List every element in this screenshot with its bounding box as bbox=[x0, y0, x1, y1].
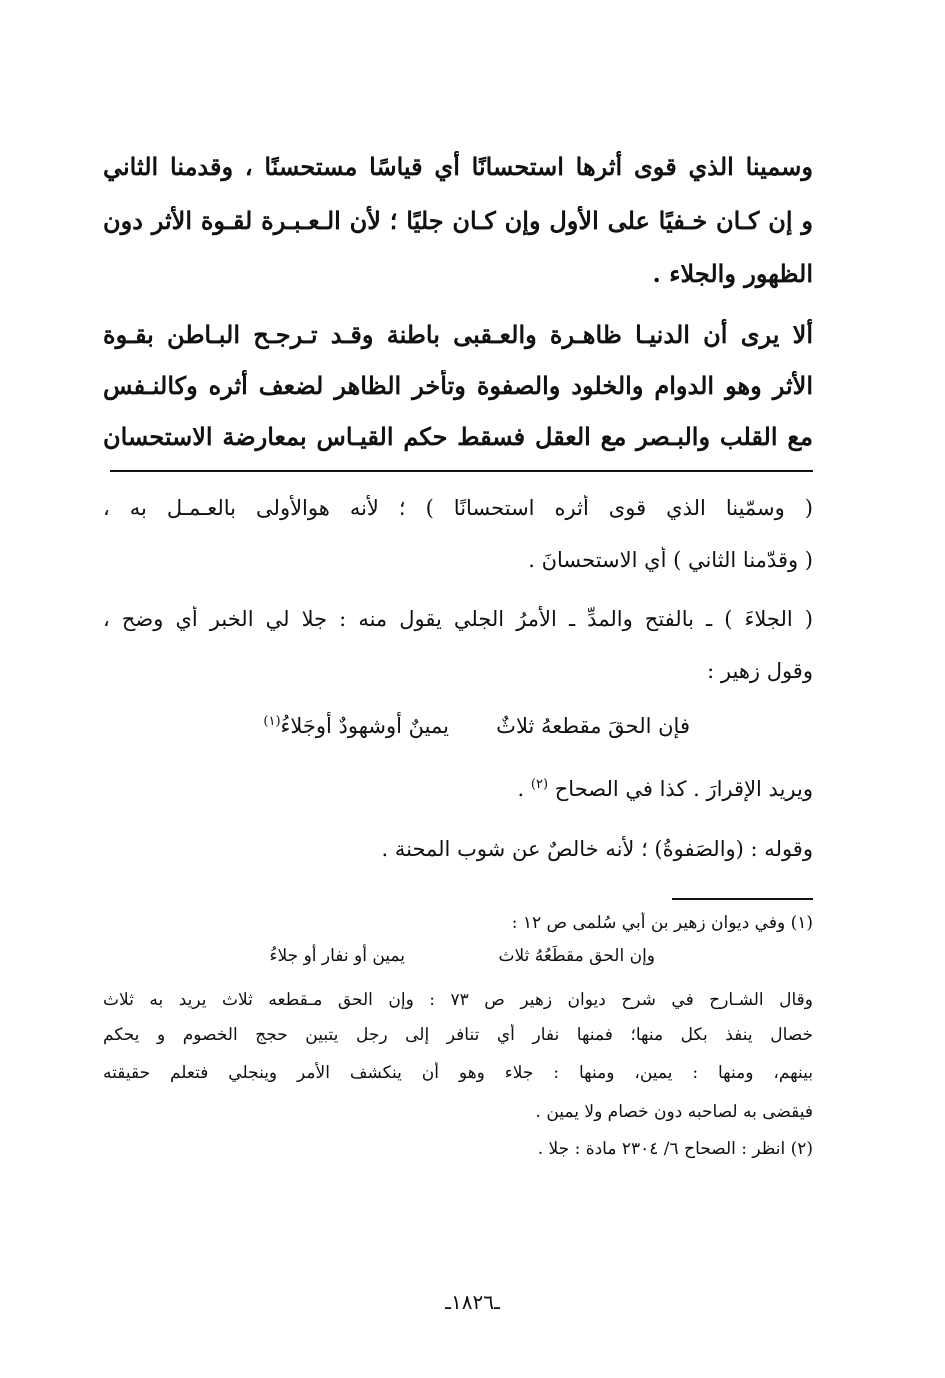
footnote-reference: (٢) bbox=[530, 777, 549, 792]
verse-second-hemistich bbox=[263, 714, 449, 738]
commentary-line: وقوله : (والصَفوةُ) ؛ لأنه خالصٌ عن شوب المحنة . bbox=[381, 837, 813, 861]
footnote-verse-second-hemistich: يمين أو نفار أو جلاءُ bbox=[269, 946, 405, 966]
page-number: ـ١٨٢٦ـ bbox=[445, 1290, 500, 1314]
footnote-divider bbox=[672, 898, 813, 900]
main-text-line: الظهور والجلاء . bbox=[652, 259, 813, 288]
commentary-end: . bbox=[517, 777, 531, 801]
commentary-line: ( الجلاءَ ) ـ بالفتح والمدِّ ـ الأمرُ الجلي يقول منه : جلا لي الخبر أي وضح ، bbox=[103, 607, 813, 631]
main-text-line: مع القلب والبـصر مع العقل فسقط حكم القيـاس بمعارضة الاستحسان bbox=[103, 422, 813, 451]
footnote-line: وقال الشـارح في شرح ديوان زهير ص ٧٣ : وإن الحق مـقطعه ثلاث يريد به ثلاث bbox=[103, 990, 813, 1010]
footnote-verse-first-hemistich: وإن الحق مقطَعُهُ ثلاث bbox=[498, 946, 655, 966]
commentary-line: ( وسمّينا الذي قوى أثره استحسانًا ) ؛ لأنه هوالأولى بالعـمـل به ، bbox=[103, 496, 813, 520]
main-text-line: و إن كـان خـفيًا على الأول وإن كـان جليًا ؛ لأن الـعـبـرة لقـوة الأثر دون bbox=[103, 206, 813, 235]
footnote-line: بينهم، ومنها : يمين، ومنها : جلاء وهو أن ينكشف الأمر وينجلي فتعلم حقيقته bbox=[103, 1063, 813, 1083]
commentary-line bbox=[103, 776, 813, 803]
footnote-reference: (١) bbox=[263, 714, 281, 729]
main-text-divider bbox=[110, 470, 813, 472]
commentary-text: ويريد الإقرارَ . كذا في الصحاح bbox=[554, 777, 813, 801]
verse-second-hemistich-text: يمينٌ أوشهودٌ أوجَلاءُ bbox=[280, 714, 449, 738]
main-text-line: الأثر وهو الدوام والخلود والصفوة وتأخر الظاهر لضعف أثره وكالنـفس bbox=[103, 371, 813, 400]
main-text-line: ألا يرى أن الدنيـا ظاهـرة والعـقبى باطنة وقـد تـرجـح البـاطن بقـوة bbox=[103, 320, 813, 349]
commentary-line: وقول زهير : bbox=[707, 659, 813, 683]
footnote-line: فيقضى به لصاحبه دون خصام ولا يمين . bbox=[535, 1102, 813, 1122]
footnote-line: خصال ينفذ بكل منها؛ فمنها نفار أي تنافر إلى رجل يتبين حجج الخصوم و يحكم bbox=[103, 1025, 813, 1045]
main-text-line: وسمينا الذي قوى أثرها استحسانًا أي قياسًا مستحسنًا ، وقدمنا الثاني bbox=[103, 152, 813, 181]
footnote-line: (٢) انظر : الصحاح ٦/ ٢٣٠٤ مادة : جلا . bbox=[537, 1139, 813, 1159]
footnote-line: (١) وفي ديوان زهير بن أبي سُلمى ص ١٢ : bbox=[511, 913, 813, 933]
commentary-line: ( وقدّمنا الثاني ) أي الاستحسانَ . bbox=[528, 548, 813, 572]
verse-first-hemistich: فإن الحقَ مقطعهُ ثلاثٌ bbox=[496, 714, 690, 738]
